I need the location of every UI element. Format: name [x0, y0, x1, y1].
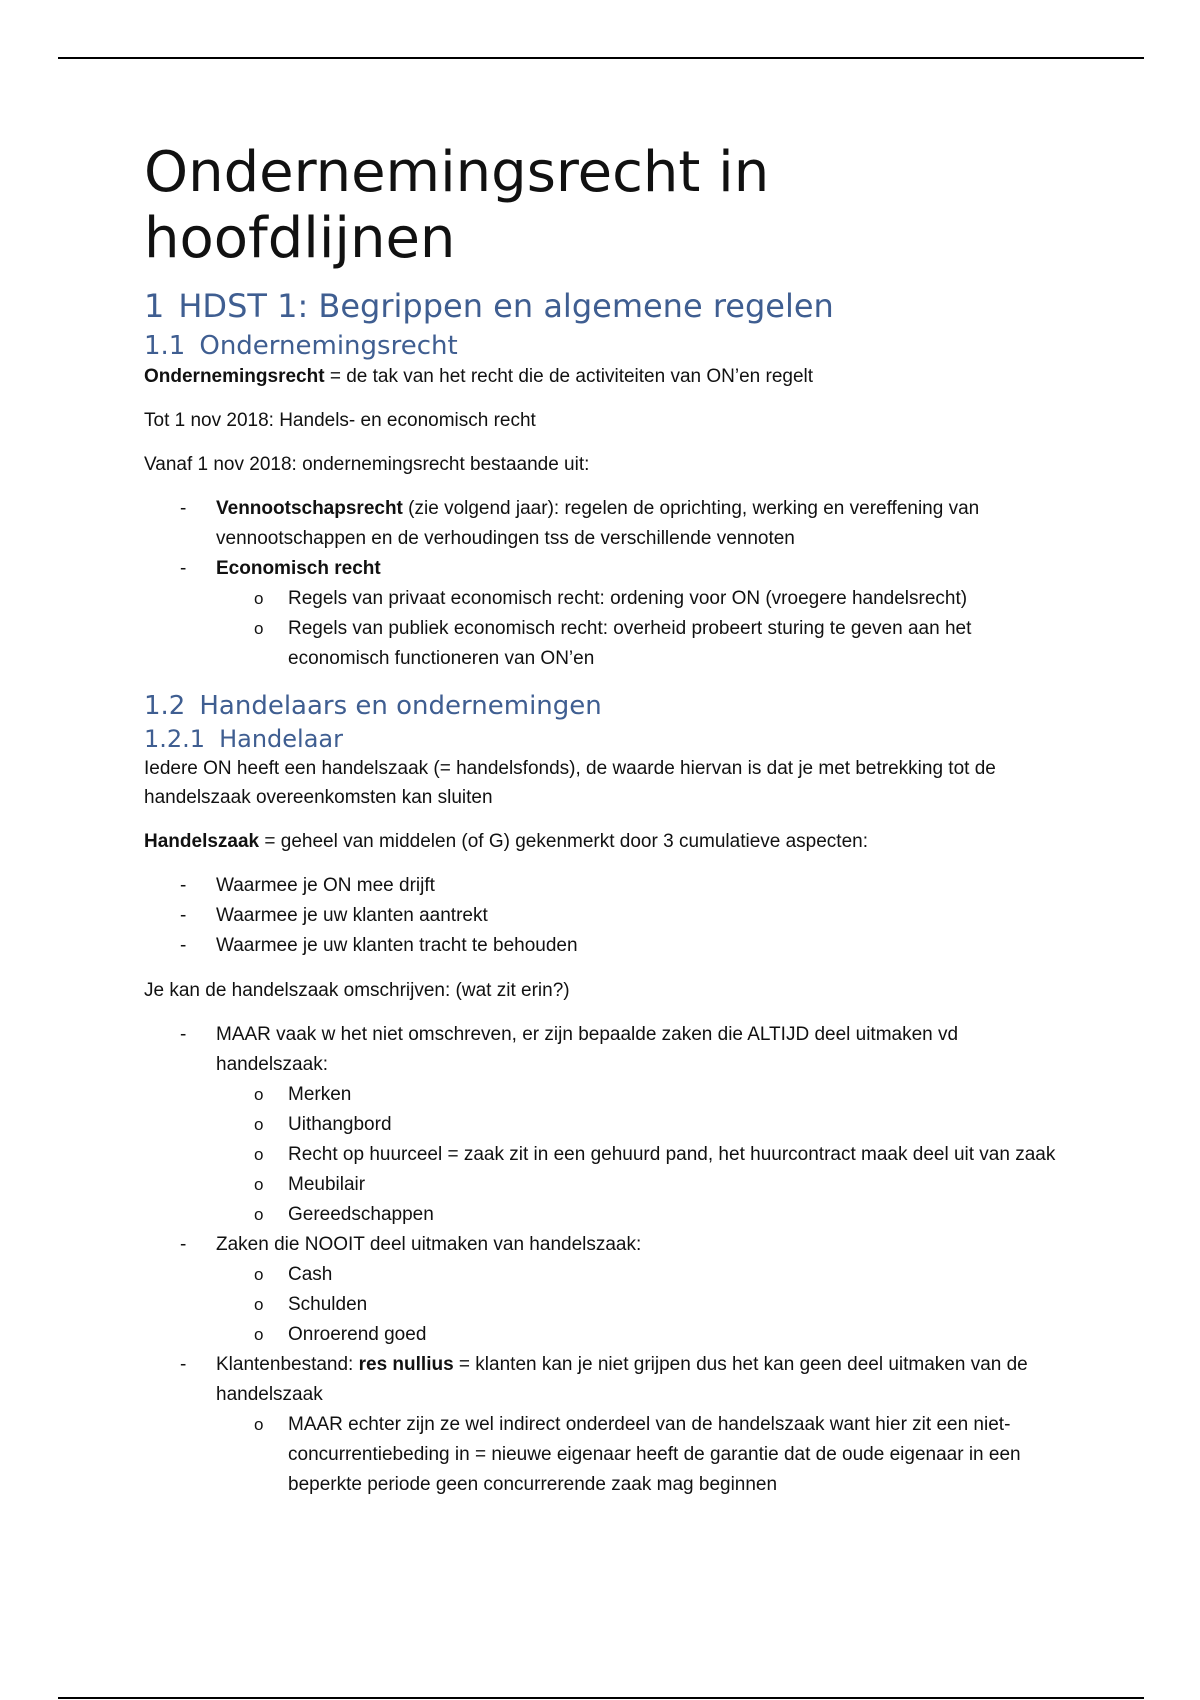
contents-list: [144, 1020, 1064, 1500]
section-heading-1-2-1: 1.2.1 Handelaar: [144, 725, 343, 753]
sub-bullet-list: [216, 1260, 1064, 1350]
list-item: - Waarmee je uw klanten aantrekt: [180, 905, 488, 926]
list-item: o Cash: [254, 1264, 333, 1285]
paragraph: Iedere ON heeft een handelszaak (= handelsfonds), de waarde hiervan is dat je met betrekking tot de handelszaak overeenkomsten kan sluiten: [144, 758, 996, 808]
paragraph: Tot 1 nov 2018: Handels- en economisch recht: [144, 410, 536, 431]
list-item: - Klantenbestand: res nullius = klanten kan je niet grijpen dus het kan geen deel uitmaken van de handelszaak o MAAR echter zijn ze wel indirect onderdeel van de handelszaak want hier zit een niet-concurrentiebeding in = nieuwe eigenaar heeft de garantie dat de oude eigenaar in een beperkte periode geen concurrerende zaak mag beginnen: [144, 1350, 1064, 1500]
section-heading-1-2: 1.2 Handelaars en ondernemingen: [144, 691, 602, 721]
list-item: - Vennootschapsrecht (zie volgend jaar): regelen de oprichting, werking en vereffening van vennootschappen en de verhoudingen tss de verschillende vennoten: [180, 498, 980, 549]
list-item: - MAAR vaak w het niet omschreven, er zijn bepaalde zaken die ALTIJD deel uitmaken vd handelszaak: o Merken o Uithangbord o Recht op huurceel = zaak zit in een gehuurd pand, het huurcontract maak deel uit van zaak o Meubilair o Gereedschappen: [144, 1020, 1064, 1230]
list-item: - Economisch recht o Regels van privaat economisch recht: ordening voor ON (vroegere handelsrecht) o Regels van publiek economisch recht: overheid probeert sturing te geven aan het economisch functioneren van ON’en: [144, 554, 1064, 674]
list-item: o Gereedschappen: [254, 1204, 434, 1225]
document-title: Ondernemingsrecht in hoofdlijnen: [144, 140, 770, 271]
footer-rule: [58, 1697, 1144, 1699]
document-page: [144, 140, 1064, 1515]
aspects-list: [144, 871, 1064, 961]
paragraph: Je kan de handelszaak omschrijven: (wat zit erin?): [144, 980, 570, 1001]
list-item: - Waarmee je uw klanten tracht te behouden: [180, 935, 578, 956]
list-item: o Onroerend goed: [254, 1324, 427, 1345]
sub-bullet-list: [216, 1410, 1064, 1500]
paragraph: Vanaf 1 nov 2018: ondernemingsrecht bestaande uit:: [144, 454, 590, 475]
list-item: o Recht op huurceel = zaak zit in een gehuurd pand, het huurcontract maak deel uit van zaak: [254, 1144, 1056, 1165]
list-item: o Regels van publiek economisch recht: overheid probeert sturing te geven aan het economisch functioneren van ON’en: [254, 618, 972, 669]
list-item: o Uithangbord: [254, 1114, 392, 1135]
list-item: o Regels van privaat economisch recht: ordening voor ON (vroegere handelsrecht): [254, 588, 968, 609]
list-item: o Merken: [254, 1084, 352, 1105]
list-item: o MAAR echter zijn ze wel indirect onderdeel van de handelszaak want hier zit een niet-concurrentiebeding in = nieuwe eigenaar heeft de garantie dat de oude eigenaar in een beperkte periode geen concurrerende zaak mag beginnen: [254, 1414, 1021, 1495]
section-heading-1-1: 1.1 Ondernemingsrecht: [144, 331, 458, 361]
chapter-heading: 1 HDST 1: Begrippen en algemene regelen: [144, 287, 834, 325]
definition-ondernemingsrecht: Ondernemingsrecht = de tak van het recht die de activiteiten van ON’en regelt: [144, 366, 814, 387]
list-item: - Zaken die NOOIT deel uitmaken van handelszaak: o Cash o Schulden o Onroerend goed: [144, 1230, 1064, 1350]
bullet-list: [144, 494, 1064, 674]
list-item: o Meubilair: [254, 1174, 366, 1195]
definition-handelszaak: Handelszaak = geheel van middelen (of G) gekenmerkt door 3 cumulatieve aspecten:: [144, 831, 868, 852]
header-rule: [58, 57, 1144, 59]
list-item: - Waarmee je ON mee drijft: [180, 875, 435, 896]
sub-bullet-list: [216, 1080, 1064, 1230]
list-item: o Schulden: [254, 1294, 368, 1315]
sub-bullet-list: [216, 584, 1064, 674]
